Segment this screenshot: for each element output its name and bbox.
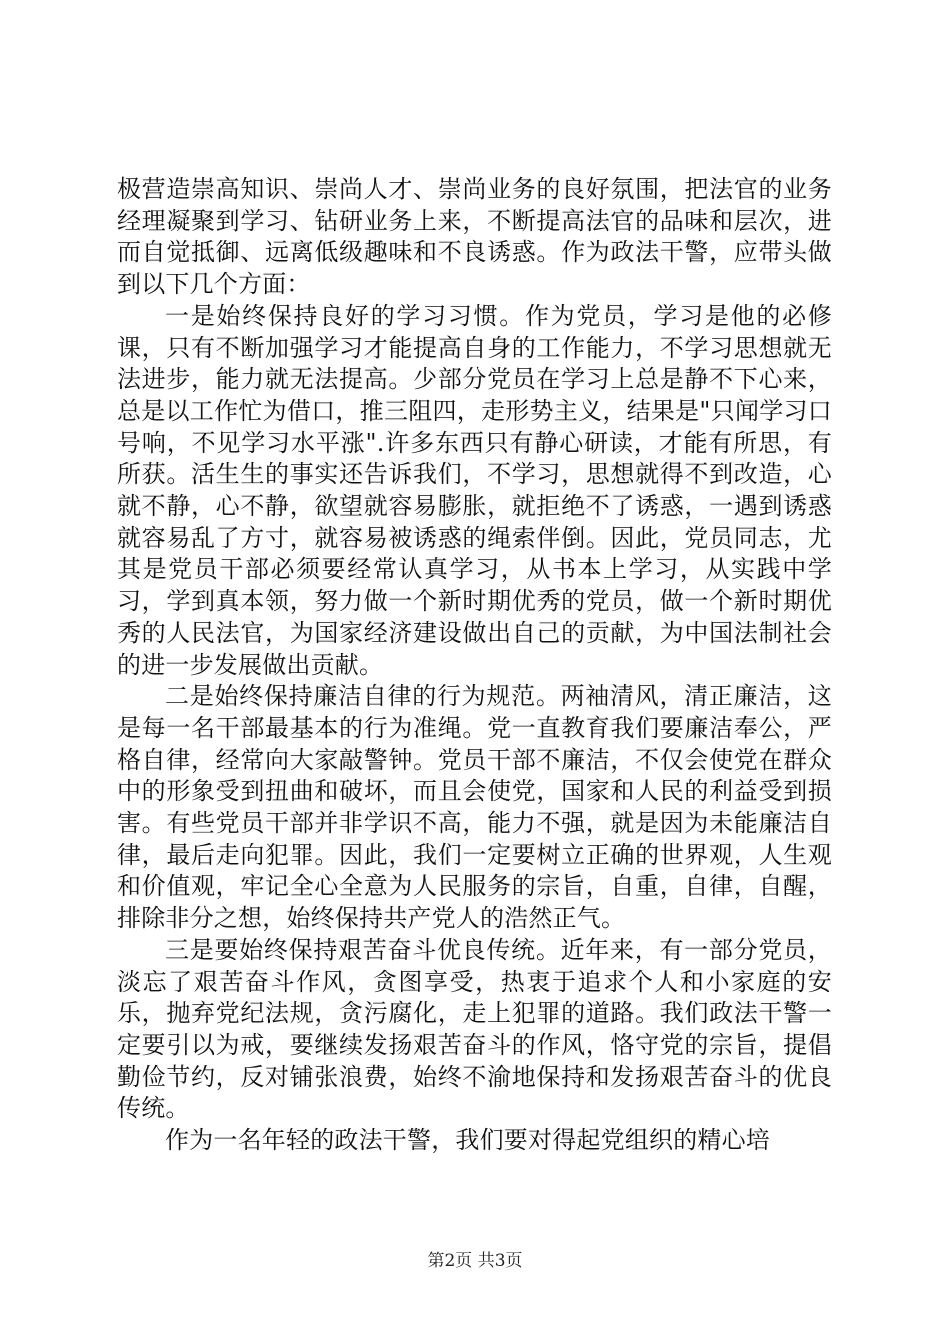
paragraph-hard-work: 三是要始终保持艰苦奋斗优良传统。近年来，有一部分党员，淡忘了艰苦奋斗作风，贪图享受，热衷于追求个人和小家庭的安乐，抛弃党纪法规，贪污腐化，走上犯罪的道路。我们政法干警一定要引以为戒，要继续发扬艰苦奋斗的作风，恪守党的宗旨，提倡勤俭节约，反对铺张浪费，始终不渝地保持和发扬艰苦奋斗的优良传统。	[117, 935, 832, 1123]
paragraph-closing: 作为一名年轻的政法干警，我们要对得起党组织的精心培	[165, 1126, 770, 1155]
paragraph-study-habit: 一是始终保持良好的学习习惯。作为党员，学习是他的必修课，只有不断加强学习才能提高自身的工作能力，不学习思想就无法进步，能力就无法提高。少部分党员在学习上总是静不下心来，总是以工作忙为借口，推三阻四，走形势主义，结果是"只闻学习口号响，不见学习水平涨".许多东西只有静心研读，才能有所思，有所获。活生生的事实还告诉我们，不学习，思想就得不到改造，心就不静，心不静，欲望就容易膨胀，就拒绝不了诱惑，一遇到诱惑就容易乱了方寸，就容易被诱惑的绳索伴倒。因此，党员同志，尤其是党员干部必须要经常认真学习，从书本上学习，从实践中学习，学到真本领，努力做一个新时期优秀的党员，做一个新时期优秀的人民法官，为国家经济建设做出自己的贡献，为中国法制社会的进一步发展做出贡献。	[117, 301, 832, 679]
document-body	[117, 174, 832, 1157]
page-number-footer: 第2页 共3页	[427, 1251, 523, 1271]
paragraph-integrity: 二是始终保持廉洁自律的行为规范。两袖清风，清正廉洁，这是每一名干部最基本的行为准绳。党一直教育我们要廉洁奉公，严格自律，经常向大家敲警钟。党员干部不廉洁，不仅会使党在群众中的形象受到扭曲和破坏，而且会使党，国家和人民的利益受到损害。有些党员干部并非学识不高，能力不强，就是因为未能廉洁自律，最后走向犯罪。因此，我们一定要树立正确的世界观，人生观和价值观，牢记全心全意为人民服务的宗旨，自重，自律，自醒，排除非分之想，始终保持共产党人的浩然正气。	[117, 682, 832, 933]
paragraph-intro: 极营造崇高知识、崇尚人才、崇尚业务的良好氛围，把法官的业务经理凝聚到学习、钻研业务上来，不断提高法官的品味和层次，进而自觉抵御、远离低级趣味和不良诱惑。作为政法干警，应带头做到以下几个方面：	[117, 175, 832, 299]
